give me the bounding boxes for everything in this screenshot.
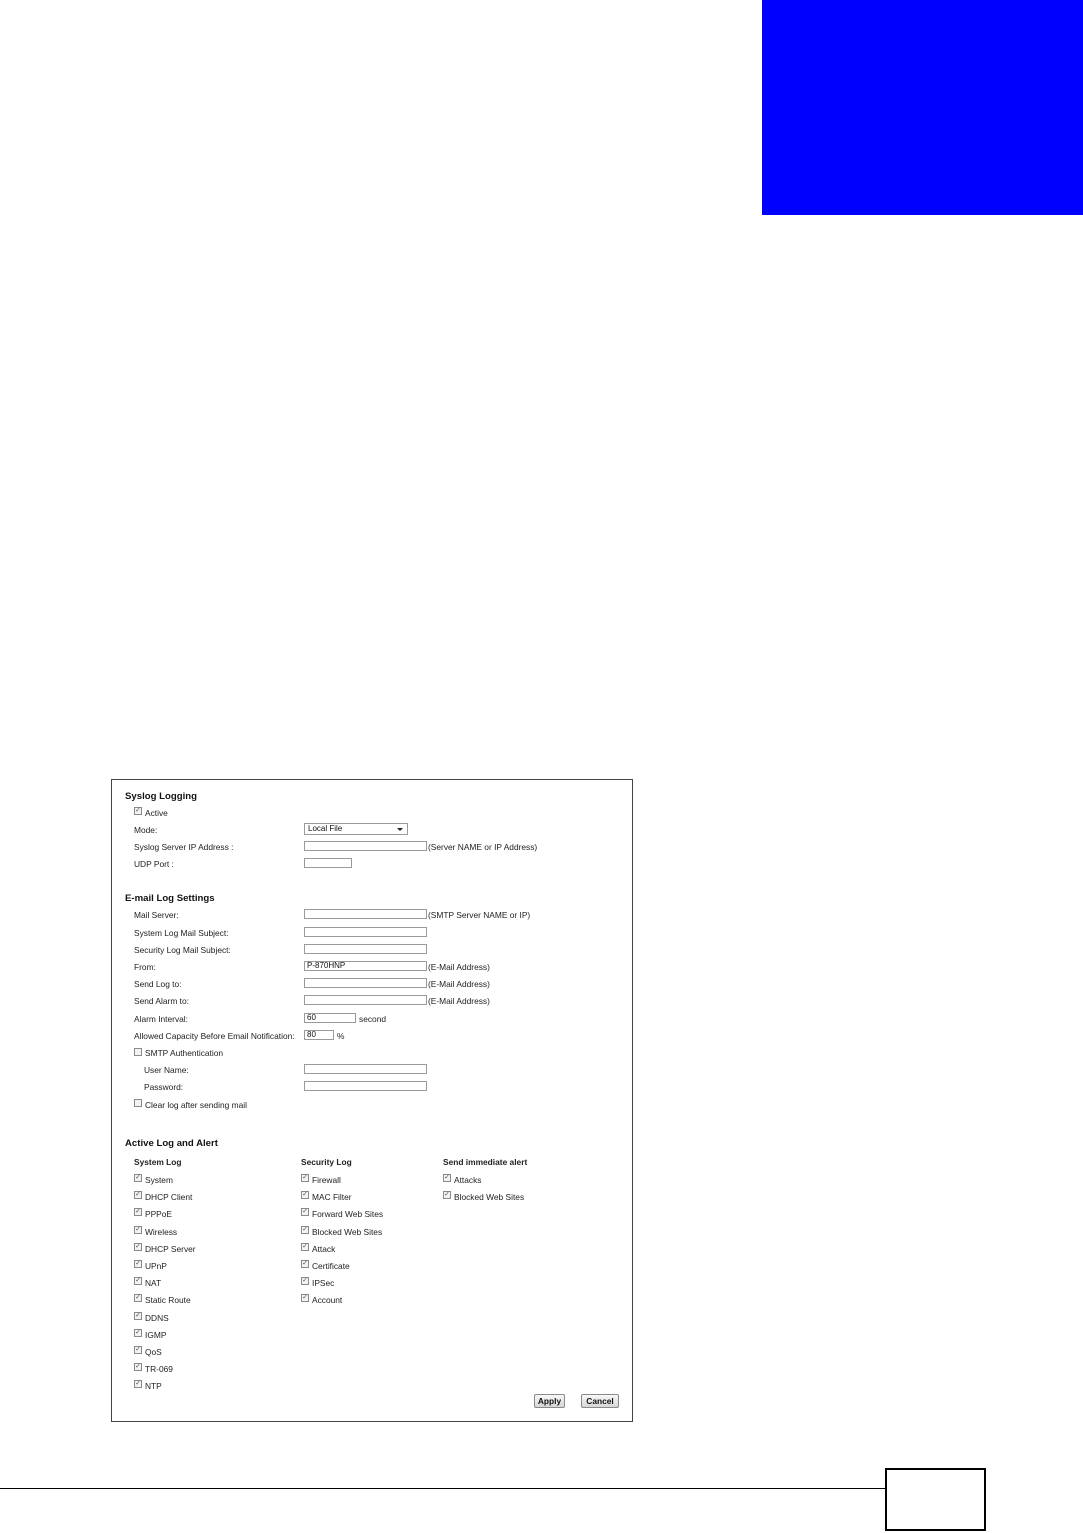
- alerts-section-title: Active Log and Alert: [125, 1138, 218, 1149]
- apply-button[interactable]: Apply: [534, 1394, 565, 1408]
- syslog-server-hint: (Server NAME or IP Address): [428, 842, 538, 852]
- smtp-auth-checkbox[interactable]: [134, 1048, 142, 1056]
- alarm-interval-input[interactable]: 60: [304, 1013, 356, 1023]
- footer-rule: [0, 1488, 885, 1489]
- security-log-item-label: Blocked Web Sites: [312, 1226, 383, 1237]
- syslog-server-input[interactable]: [304, 841, 427, 851]
- smtp-auth-label: SMTP Authentication: [145, 1048, 224, 1058]
- syslog-active-label: Active: [145, 808, 168, 818]
- immediate-alert-item-checkbox[interactable]: ✓: [444, 1174, 450, 1181]
- system-log-item-checkbox[interactable]: ✓: [135, 1328, 141, 1336]
- system-log-item-label: QoS: [145, 1347, 162, 1357]
- mail-server-input[interactable]: [304, 909, 427, 919]
- system-log-item-checkbox[interactable]: ✓: [135, 1260, 141, 1267]
- security-log-item-label: Forward Web Sites: [312, 1209, 384, 1220]
- syslog-server-label: Syslog Server IP Address :: [134, 842, 234, 852]
- security-log-item-checkbox[interactable]: ✓: [302, 1277, 308, 1285]
- system-log-item-label: DHCP Server: [145, 1243, 196, 1254]
- system-log-item-checkbox[interactable]: ✓: [135, 1208, 141, 1216]
- capacity-unit: %: [337, 1031, 345, 1041]
- send-alarm-label: Send Alarm to:: [134, 996, 189, 1006]
- system-log-item-label: Wireless: [145, 1226, 178, 1237]
- chapter-color-block: [762, 0, 1083, 215]
- capacity-label: Allowed Capacity Before Email Notification:: [134, 1031, 295, 1041]
- send-alarm-input[interactable]: [304, 995, 427, 1005]
- security-log-item-checkbox[interactable]: ✓: [302, 1294, 308, 1302]
- system-subject-input[interactable]: [304, 927, 427, 937]
- security-log-item-label: Firewall: [312, 1175, 341, 1185]
- system-log-item-label: System: [145, 1175, 173, 1185]
- immediate-alert-item-label: Attacks: [454, 1175, 482, 1185]
- system-log-item-label: PPPoE: [145, 1209, 173, 1220]
- udp-port-label: UDP Port :: [134, 859, 174, 869]
- security-log-item-checkbox[interactable]: ✓: [302, 1174, 308, 1181]
- system-log-item-label: Static Route: [145, 1295, 191, 1306]
- mode-select[interactable]: [304, 823, 408, 835]
- page-number-box: [885, 1468, 986, 1531]
- security-log-item-label: Account: [312, 1295, 343, 1306]
- capacity-input[interactable]: 80: [304, 1030, 334, 1040]
- from-input[interactable]: P-870HNP: [304, 961, 427, 971]
- immediate-alert-item-checkbox[interactable]: ✓: [444, 1191, 450, 1199]
- system-log-item-checkbox[interactable]: ✓: [135, 1363, 141, 1371]
- system-log-item-checkbox[interactable]: ✓: [135, 1277, 141, 1285]
- system-log-item-label: TR-069: [145, 1364, 173, 1375]
- system-log-item-checkbox[interactable]: ✓: [135, 1191, 141, 1199]
- system-subject-label: System Log Mail Subject:: [134, 928, 229, 938]
- mode-select-value: Local File: [308, 824, 343, 833]
- system-log-item-checkbox[interactable]: ✓: [135, 1225, 141, 1233]
- system-log-item-checkbox[interactable]: ✓: [135, 1174, 141, 1181]
- system-log-item-checkbox[interactable]: ✓: [135, 1311, 141, 1319]
- password-label: Password:: [144, 1082, 184, 1092]
- system-log-item-label: NAT: [145, 1278, 162, 1289]
- immediate-alert-header: Send immediate alert: [443, 1157, 528, 1167]
- alarm-interval-label: Alarm Interval:: [134, 1014, 188, 1024]
- send-log-label: Send Log to:: [134, 979, 182, 989]
- security-log-item-checkbox[interactable]: ✓: [302, 1191, 308, 1199]
- from-hint: (E-Mail Address): [428, 962, 490, 972]
- alarm-interval-unit: second: [359, 1014, 387, 1024]
- udp-port-input[interactable]: [304, 858, 352, 868]
- mode-label: Mode:: [134, 825, 158, 835]
- username-label: User Name:: [144, 1065, 189, 1075]
- cancel-button[interactable]: Cancel: [581, 1394, 619, 1408]
- password-input[interactable]: [304, 1081, 427, 1091]
- security-log-item-label: Attack: [312, 1243, 336, 1254]
- email-section-title: E-mail Log Settings: [125, 893, 215, 904]
- send-log-hint: (E-Mail Address): [428, 979, 490, 989]
- system-log-item-label: UPnP: [145, 1261, 167, 1271]
- system-log-item-checkbox[interactable]: ✓: [135, 1346, 141, 1353]
- syslog-active-checkbox[interactable]: ✓: [135, 807, 141, 814]
- security-log-item-checkbox[interactable]: ✓: [302, 1225, 308, 1233]
- chevron-down-icon: [397, 828, 403, 831]
- system-log-header: System Log: [134, 1157, 182, 1167]
- syslog-section-title: Syslog Logging: [125, 791, 197, 802]
- clear-log-label: Clear log after sending mail: [145, 1100, 247, 1110]
- system-log-item-label: DDNS: [145, 1312, 169, 1323]
- system-log-item-checkbox[interactable]: ✓: [135, 1380, 141, 1388]
- send-alarm-hint: (E-Mail Address): [428, 996, 490, 1006]
- send-log-input[interactable]: [304, 978, 427, 988]
- security-log-item-checkbox[interactable]: ✓: [302, 1208, 308, 1216]
- security-log-item-label: MAC Filter: [312, 1192, 352, 1203]
- log-settings-screen: [111, 779, 633, 1422]
- system-log-item-checkbox[interactable]: ✓: [135, 1294, 141, 1302]
- clear-log-checkbox[interactable]: [134, 1099, 142, 1107]
- security-log-item-checkbox[interactable]: ✓: [302, 1260, 308, 1267]
- security-log-item-checkbox[interactable]: ✓: [302, 1242, 308, 1250]
- from-label: From:: [134, 962, 156, 972]
- username-input[interactable]: [304, 1064, 427, 1074]
- security-log-header: Security Log: [301, 1157, 352, 1167]
- system-log-item-label: IGMP: [145, 1329, 167, 1340]
- immediate-alert-item-label: Blocked Web Sites: [454, 1192, 525, 1203]
- system-log-item-checkbox[interactable]: ✓: [135, 1242, 141, 1250]
- security-subject-label: Security Log Mail Subject:: [134, 945, 231, 955]
- mail-server-label: Mail Server:: [134, 910, 179, 920]
- security-subject-input[interactable]: [304, 944, 427, 954]
- system-log-item-label: NTP: [145, 1381, 162, 1392]
- security-log-item-label: IPSec: [312, 1278, 335, 1289]
- mail-server-hint: (SMTP Server NAME or IP): [428, 910, 531, 920]
- system-log-item-label: DHCP Client: [145, 1192, 193, 1203]
- security-log-item-label: Certificate: [312, 1261, 350, 1271]
